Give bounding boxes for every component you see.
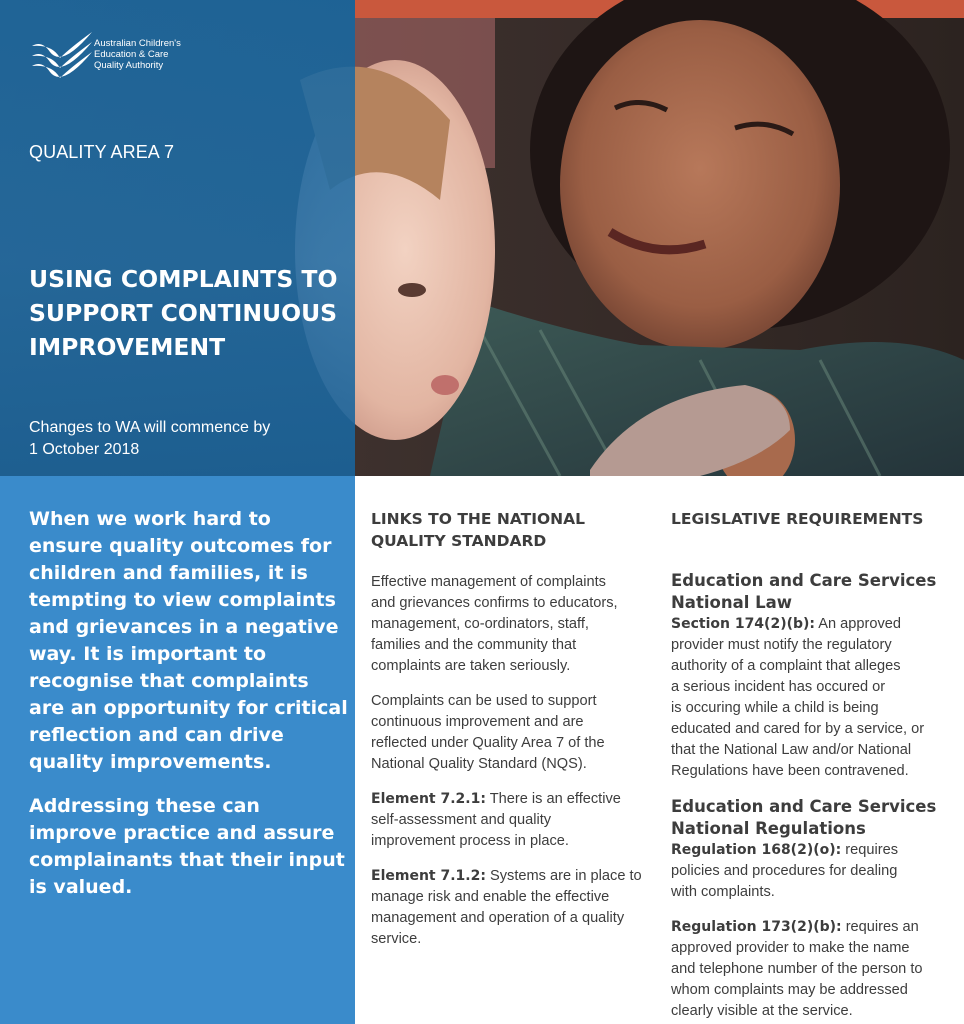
logo-line: Quality Authority [94, 59, 164, 71]
commence-line: 1 October 2018 [29, 441, 140, 458]
intro-line: tempting to view complaints [29, 589, 336, 611]
heading-line: LEGISLATIVE REQUIREMENTS [671, 510, 924, 528]
intro-line: and grievances in a negative [29, 616, 339, 638]
intro-paragraph [29, 793, 345, 901]
text-line: Regulations have been contravened. [671, 763, 909, 779]
logo-line: Education & Care [94, 48, 169, 60]
regulation-168-text [671, 840, 956, 903]
text-line: is occuring while a child is being [671, 700, 879, 716]
text-line: a serious incident has occured or [671, 679, 886, 695]
text-line: and grievances confirms to educators, [371, 595, 618, 611]
text-line: Effective management of complaints [371, 574, 606, 590]
title-line: USING COMPLAINTS TO [29, 265, 338, 293]
intro-line: improve practice and assure [29, 822, 335, 844]
element-label: Element 7.1.2: [371, 868, 486, 884]
text-line: self-assessment and quality [371, 812, 552, 828]
text-line: authority of a complaint that alleges [671, 658, 901, 674]
text-line: management, co-ordinators, staff, [371, 616, 589, 632]
text-line: policies and procedures for dealing [671, 863, 898, 879]
heading-line: LINKS TO THE NATIONAL [371, 510, 585, 528]
legislative-heading [671, 508, 956, 530]
national-regulations-block [671, 796, 956, 1022]
text-line: complaints are taken seriously. [371, 658, 571, 674]
commence-line: Changes to WA will commence by [29, 419, 271, 436]
page-title [29, 262, 349, 364]
text-fragment: There is an effective [485, 791, 621, 807]
text-fragment: Systems are in place to [485, 868, 642, 884]
text-line: clearly visible at the service. [671, 1003, 853, 1019]
text-line [371, 866, 656, 887]
legislative-column [671, 508, 956, 1022]
nqs-links-column [371, 508, 656, 964]
text-line: families and the community that [371, 637, 577, 653]
nqs-paragraph-1 [371, 572, 656, 677]
nqs-heading [371, 508, 656, 552]
regulation-label: Regulation 173(2)(b): [671, 919, 842, 935]
text-line: continuous improvement and are [371, 714, 584, 730]
intro-line: When we work hard to [29, 508, 271, 530]
nqs-paragraph-2 [371, 691, 656, 775]
intro-panel [0, 476, 355, 1024]
intro-line: children and families, it is [29, 562, 308, 584]
national-regulations-heading [671, 796, 956, 840]
text-line [671, 840, 956, 861]
title-line: IMPROVEMENT [29, 333, 226, 361]
intro-line: is valued. [29, 876, 133, 898]
text-line: management and operation of a quality [371, 910, 625, 926]
intro-line: quality improvements. [29, 751, 272, 773]
text-line: educated and cared for by a service, or [671, 721, 925, 737]
text-line [671, 917, 956, 938]
text-line: Complaints can be used to support [371, 693, 597, 709]
subhead-line: Education and Care Services [671, 797, 937, 816]
national-law-heading [671, 570, 956, 614]
text-line [671, 614, 956, 635]
text-line [371, 789, 656, 810]
text-line: provider must notify the regulatory [671, 637, 892, 653]
acecqa-wave-logo-icon [30, 26, 94, 82]
text-line: improvement process in place. [371, 833, 569, 849]
intro-line: complainants that their input [29, 849, 345, 871]
text-line: reflected under Quality Area 7 of the [371, 735, 605, 751]
acecqa-logo [30, 26, 204, 82]
text-line: approved provider to make the name [671, 940, 910, 956]
text-line: that the National Law and/or National [671, 742, 912, 758]
title-line: SUPPORT CONTINUOUS [29, 299, 338, 327]
heading-line: QUALITY STANDARD [371, 532, 547, 550]
intro-line: recognise that complaints [29, 670, 309, 692]
intro-paragraph [29, 506, 348, 776]
regulation-label: Regulation 168(2)(o): [671, 842, 842, 858]
commencement-note [29, 417, 270, 461]
hero-banner [0, 0, 964, 476]
text-line: with complaints. [671, 884, 775, 900]
intro-line: Addressing these can [29, 795, 260, 817]
text-fragment: requires an [841, 919, 919, 935]
national-law-block [671, 570, 956, 782]
quality-area-label: QUALITY AREA 7 [29, 142, 175, 162]
subhead-line: National Regulations [671, 819, 866, 838]
subhead-line: Education and Care Services [671, 571, 937, 590]
text-line: service. [371, 931, 422, 947]
logo-line: Australian Children's [94, 37, 181, 49]
text-fragment: An approved [815, 616, 902, 632]
text-line: whom complaints may be addressed [671, 982, 908, 998]
element-7-1-2 [371, 866, 656, 950]
section-label: Section 174(2)(b): [671, 616, 816, 632]
text-line: National Quality Standard (NQS). [371, 756, 587, 772]
element-label: Element 7.2.1: [371, 791, 486, 807]
element-7-2-1 [371, 789, 656, 852]
text-line: manage risk and enable the effective [371, 889, 610, 905]
text-fragment: requires [841, 842, 899, 858]
intro-line: are an opportunity for critical [29, 697, 348, 719]
section-174-text [671, 614, 956, 782]
regulation-173-text [671, 917, 956, 1022]
subhead-line: National Law [671, 593, 792, 612]
hero-title-panel [0, 0, 355, 476]
intro-line: reflection and can drive [29, 724, 284, 746]
intro-line: ensure quality outcomes for [29, 535, 332, 557]
text-line: and telephone number of the person to [671, 961, 923, 977]
intro-line: way. It is important to [29, 643, 267, 665]
